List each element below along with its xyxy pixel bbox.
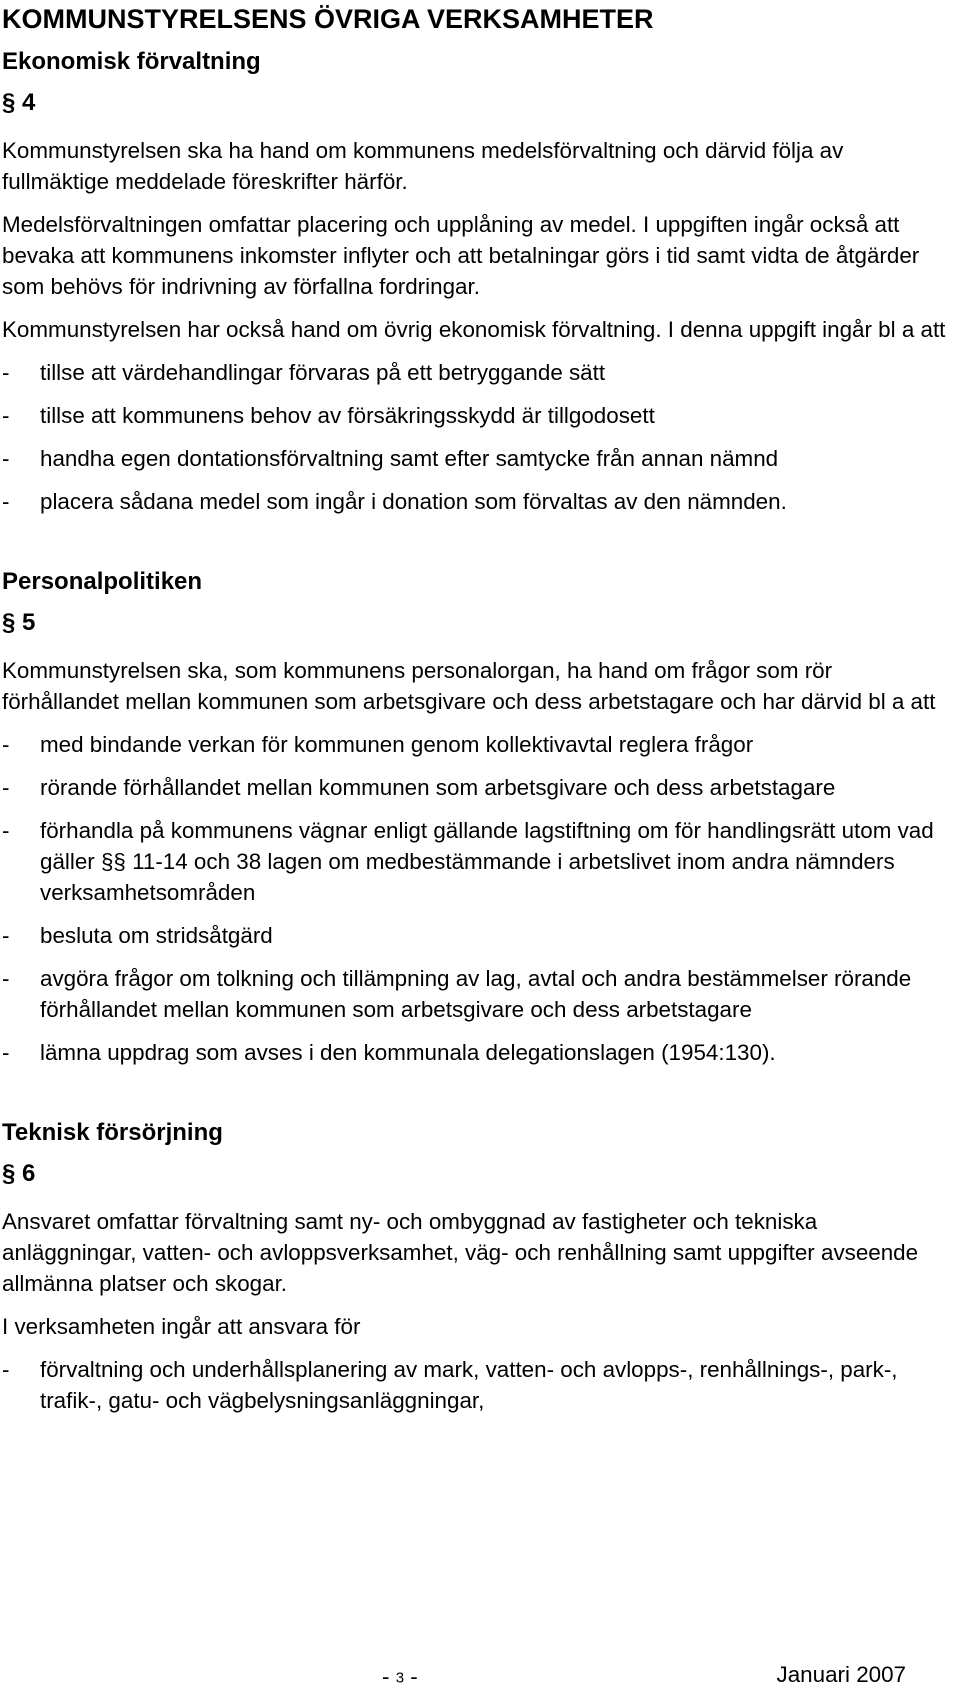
paragraph-text: I verksamheten ingår att ansvara för bbox=[2, 1314, 361, 1339]
list-item bbox=[2, 920, 954, 951]
list-item-text: förhandla på kommunens vägnar enligt gällande lagstiftning om för handlingsrätt utom vad gäller §§ 11-14 och 38 lagen om medbestämmande i arbetslivet inom andra nämnders verksamhetsområden bbox=[40, 818, 934, 905]
document-title: KOMMUNSTYRELSENS ÖVRIGA VERKSAMHETER bbox=[2, 4, 654, 34]
list-item bbox=[2, 963, 954, 1025]
dash-marker: - bbox=[2, 775, 10, 800]
list-item-text: avgöra frågor om tolkning och tillämpning av lag, avtal och andra bestämmelser rörande förhållandet mellan kommunen som arbetsgivare och dess arbetstagare bbox=[40, 966, 912, 1022]
page-number-value: 3 bbox=[395, 1669, 405, 1687]
section-teknisk-forsorjning bbox=[2, 1116, 954, 1416]
dash-marker: - bbox=[2, 446, 10, 471]
list-item bbox=[2, 815, 954, 908]
document-page bbox=[2, 0, 954, 1428]
list-item-text: handha egen dontationsförvaltning samt efter samtycke från annan nämnd bbox=[40, 446, 779, 471]
dash-marker: - bbox=[2, 360, 10, 385]
footer-date: Januari 2007 bbox=[776, 1662, 906, 1687]
dash-list bbox=[2, 729, 954, 1068]
dash-marker: - bbox=[2, 403, 10, 428]
list-item bbox=[2, 729, 954, 760]
page-number bbox=[382, 1664, 418, 1690]
paragraph-number: § 5 bbox=[2, 609, 36, 636]
list-item bbox=[2, 1354, 954, 1416]
dash-marker: - bbox=[2, 489, 10, 514]
page-prefix: - bbox=[382, 1664, 396, 1689]
paragraph-number: § 4 bbox=[2, 89, 36, 116]
dash-list bbox=[2, 1354, 954, 1416]
dash-list bbox=[2, 357, 954, 517]
list-item bbox=[2, 486, 954, 517]
section-heading: Teknisk försörjning bbox=[2, 1119, 223, 1146]
paragraph-text: Kommunstyrelsen ska, som kommunens personalorgan, ha hand om frågor som rör förhållandet mellan kommunen som arbetsgivare och dess arbetstagare och har därvid bl a att bbox=[2, 658, 936, 714]
dash-marker: - bbox=[2, 732, 10, 757]
list-item-text: rörande förhållandet mellan kommunen som arbetsgivare och dess arbetstagare bbox=[40, 775, 836, 800]
dash-marker: - bbox=[2, 818, 10, 843]
paragraph-text: Kommunstyrelsen ska ha hand om kommunens medelsförvaltning och därvid följa av fullmäktige meddelade föreskrifter härför. bbox=[2, 138, 844, 194]
list-item-text: tillse att värdehandlingar förvaras på ett betryggande sätt bbox=[40, 360, 606, 385]
list-item-text: placera sådana medel som ingår i donation som förvaltas av den nämnden. bbox=[40, 489, 787, 514]
list-item-text: förvaltning och underhållsplanering av mark, vatten- och avlopps-, renhållnings-, park-, trafik-, gatu- och vägbelysningsanläggningar, bbox=[40, 1357, 898, 1413]
section-heading: Personalpolitiken bbox=[2, 568, 203, 595]
section-heading: Ekonomisk förvaltning bbox=[2, 48, 261, 75]
list-item bbox=[2, 443, 954, 474]
list-item-text: besluta om stridsåtgärd bbox=[40, 923, 273, 948]
list-item-text: tillse att kommunens behov av försäkringsskydd är tillgodosett bbox=[40, 403, 655, 428]
dash-marker: - bbox=[2, 966, 10, 991]
paragraph-text: Kommunstyrelsen har också hand om övrig ekonomisk förvaltning. I denna uppgift ingår bl a att bbox=[2, 317, 946, 342]
paragraph-number: § 6 bbox=[2, 1160, 36, 1187]
list-item bbox=[2, 357, 954, 388]
list-item bbox=[2, 772, 954, 803]
page-footer bbox=[0, 1658, 952, 1698]
section-ekonomisk-forvaltning bbox=[2, 45, 954, 517]
list-item bbox=[2, 1037, 954, 1068]
dash-marker: - bbox=[2, 923, 10, 948]
list-item-text: med bindande verkan för kommunen genom kollektivavtal reglera frågor bbox=[40, 732, 754, 757]
page-suffix: - bbox=[404, 1664, 418, 1689]
paragraph-text: Ansvaret omfattar förvaltning samt ny- och ombyggnad av fastigheter och tekniska anläggningar, vatten- och avloppsverksamhet, väg- och renhållning samt uppgifter avseende allmänna platser och skogar. bbox=[2, 1209, 919, 1296]
section-personalpolitiken bbox=[2, 565, 954, 1068]
list-item-text: lämna uppdrag som avses i den kommunala delegationslagen (1954:130). bbox=[40, 1040, 776, 1065]
list-item bbox=[2, 400, 954, 431]
paragraph-text: Medelsförvaltningen omfattar placering och upplåning av medel. I uppgiften ingår också att bevaka att kommunens inkomster inflyter och att betalningar görs i tid samt vidta de åtgärder som behövs för indrivning av förfallna fordringar. bbox=[2, 212, 920, 299]
dash-marker: - bbox=[2, 1040, 10, 1065]
dash-marker: - bbox=[2, 1357, 10, 1382]
